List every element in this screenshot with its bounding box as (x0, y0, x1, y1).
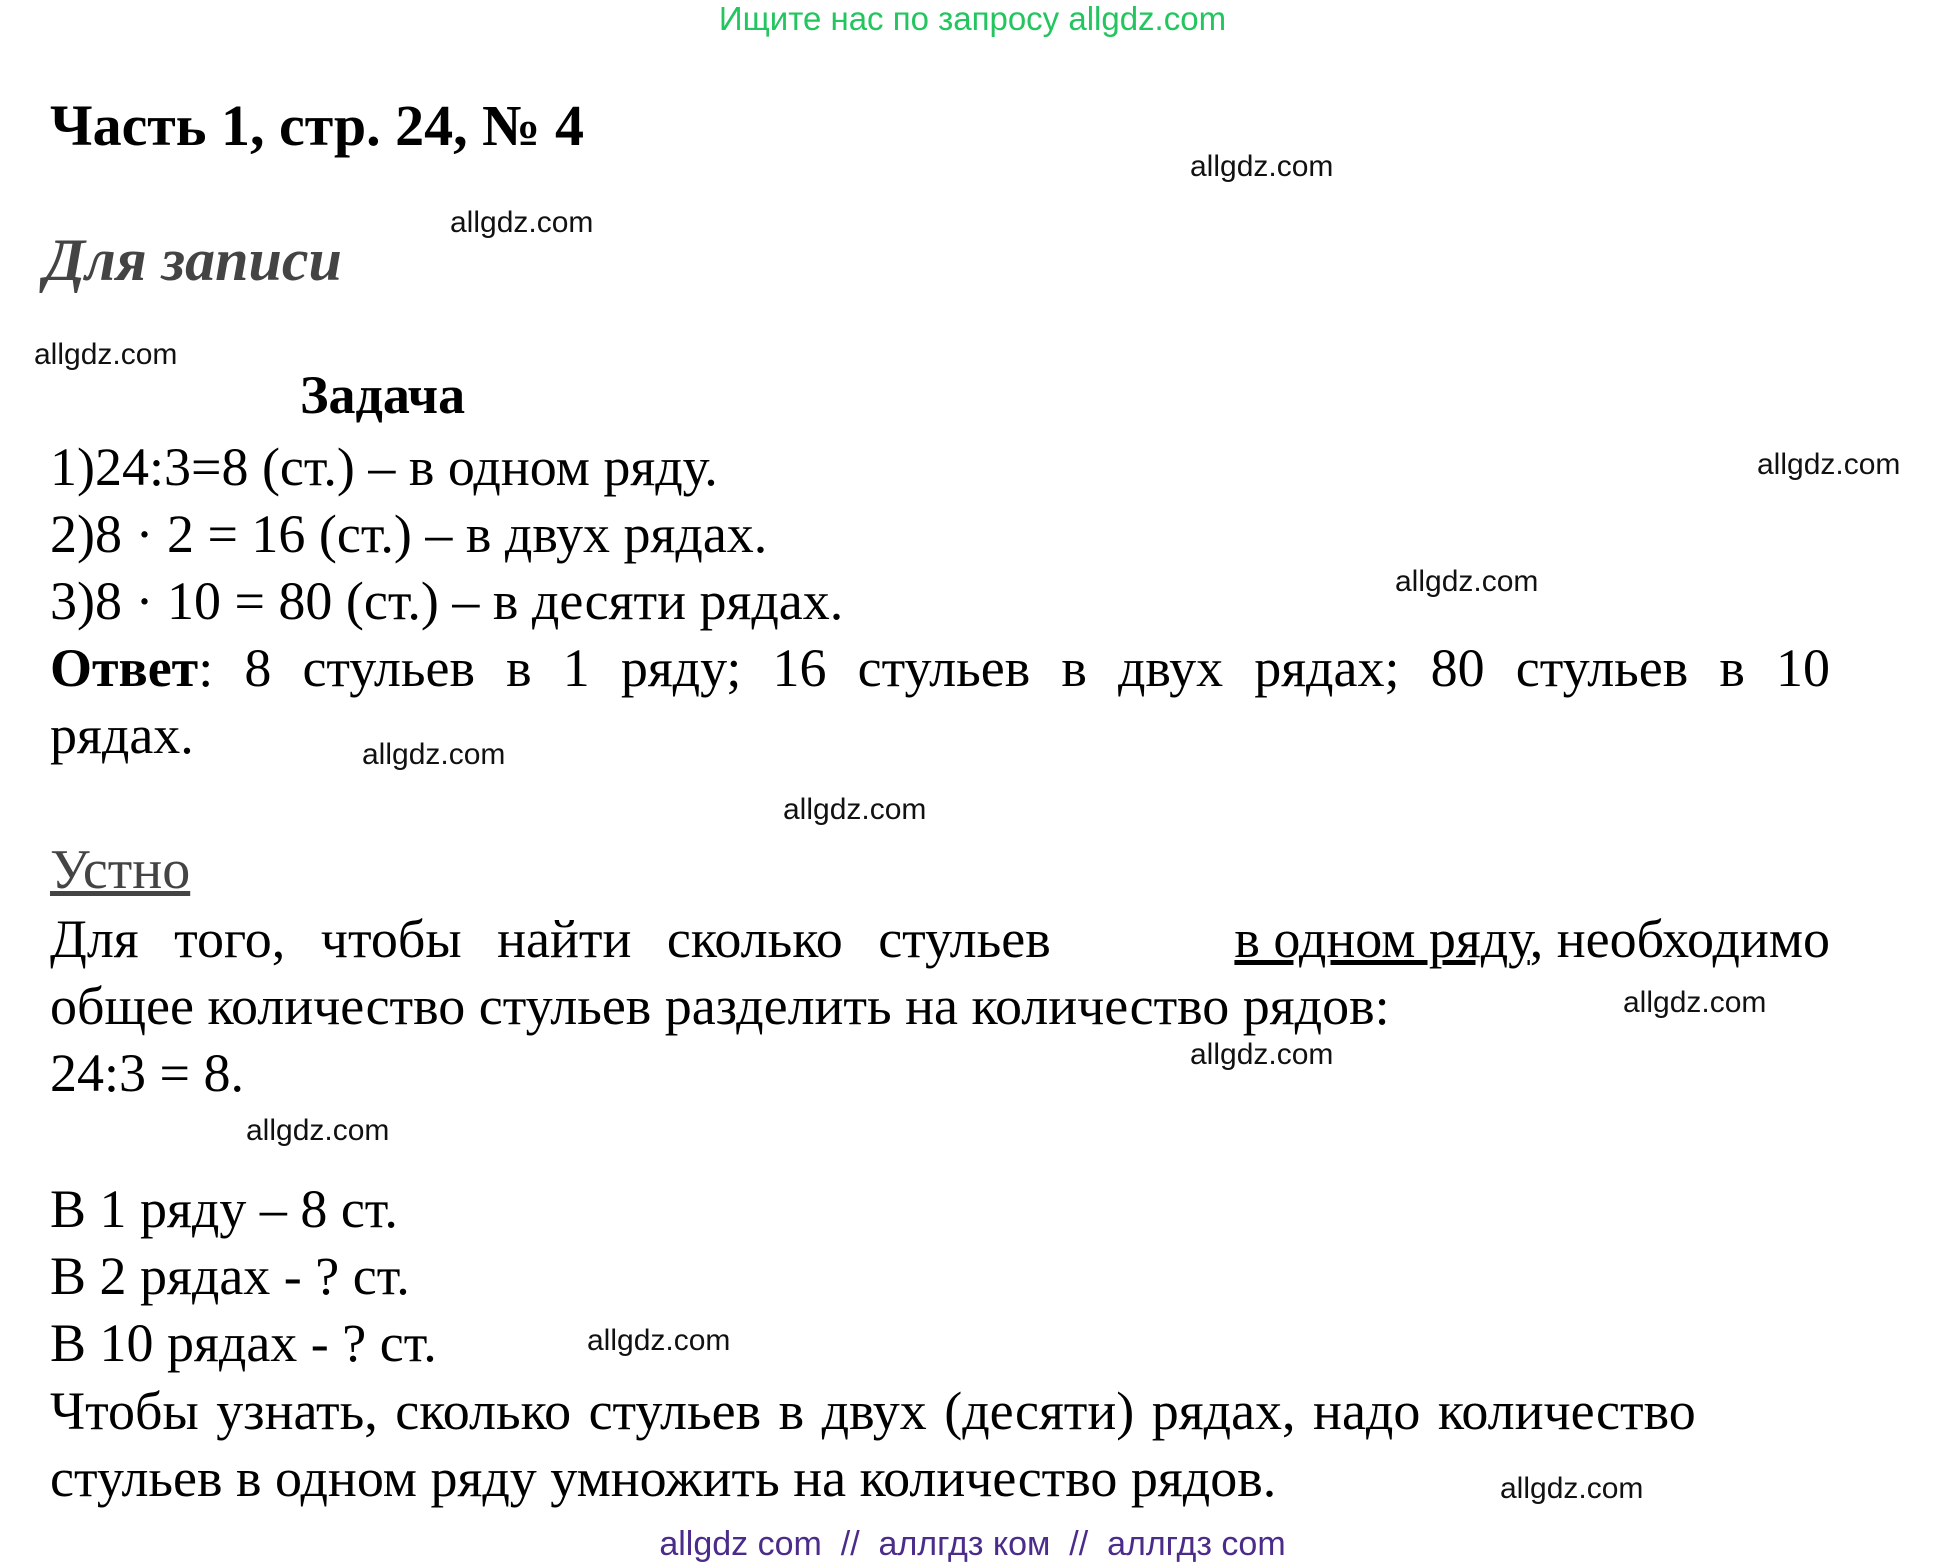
solution-step: 1)24:3=8 (ст.) – в одном ряду. (50, 437, 718, 497)
section-subheading: Для записи (44, 227, 342, 293)
fact-line: В 1 ряду – 8 ст. (50, 1179, 398, 1239)
oral-text: , необходимо (1529, 909, 1830, 969)
bottom-banner: allgdz com // аллгдз ком // аллгдз com (659, 1525, 1286, 1563)
fact-line: В 2 рядах - ? ст. (50, 1246, 410, 1306)
answer-line (50, 637, 1830, 699)
watermark: allgdz.com (1190, 1038, 1334, 1071)
oral-paragraph-line: стульев в одном ряду умножить на количество рядов. (50, 1448, 1277, 1508)
oral-paragraph-line: 24:3 = 8. (50, 1043, 244, 1103)
oral-text: Чтобы узнать, сколько стульев в двух (десяти) рядах, надо количество (50, 1381, 1696, 1441)
watermark: allgdz.com (1395, 565, 1539, 598)
watermark: allgdz.com (587, 1324, 731, 1357)
answer-text: : 8 стульев в 1 ряду; 16 стульев в двух рядах; 80 стульев в 10 (198, 638, 1830, 698)
fact-line: В 10 рядах - ? ст. (50, 1313, 437, 1373)
underlined-phrase: в одном ряду (1234, 909, 1530, 969)
oral-paragraph-line: общее количество стульев разделить на количество рядов: (50, 976, 1390, 1036)
watermark: allgdz.com (1500, 1472, 1644, 1505)
watermark: allgdz.com (1623, 986, 1767, 1019)
watermark: allgdz.com (450, 206, 594, 239)
watermark: allgdz.com (362, 738, 506, 771)
task-title: Задача (300, 365, 466, 425)
solution-step: 3)8 · 10 = 80 (ст.) – в десяти рядах. (50, 571, 844, 631)
watermark: allgdz.com (34, 338, 178, 371)
watermark: allgdz.com (783, 793, 927, 826)
answer-continuation: рядах. (50, 705, 194, 765)
oral-paragraph-line (50, 908, 1830, 970)
answer-label: Ответ (50, 638, 199, 698)
oral-text: Для того, чтобы найти сколько стульев (50, 909, 1051, 969)
page-title: Часть 1, стр. 24, № 4 (50, 93, 584, 158)
solution-step: 2)8 · 2 = 16 (ст.) – в двух рядах. (50, 504, 768, 564)
watermark: allgdz.com (1757, 448, 1901, 481)
oral-section-title: Устно (50, 839, 191, 901)
watermark: allgdz.com (246, 1114, 390, 1147)
top-banner: Ищите нас по запросу allgdz.com (718, 0, 1227, 37)
oral-paragraph-line (50, 1380, 1830, 1442)
watermark: allgdz.com (1190, 150, 1334, 183)
